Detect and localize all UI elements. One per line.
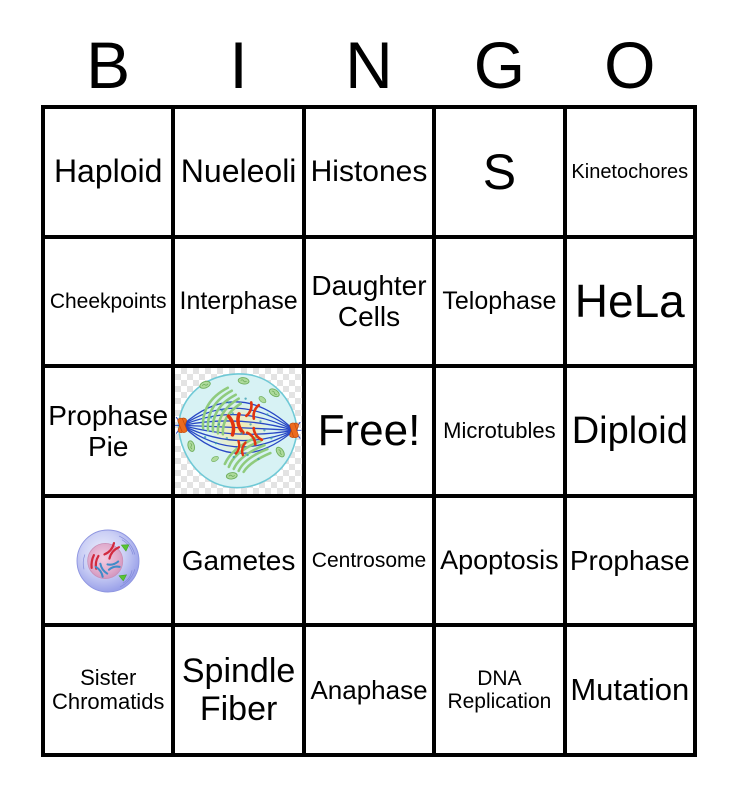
cell-label: Nueleoli bbox=[180, 152, 297, 189]
cell-label: S bbox=[482, 143, 517, 200]
mitotic-spindle-illustration bbox=[175, 368, 301, 494]
cell-prophase-pie[interactable] bbox=[43, 366, 173, 496]
cell-centrosome[interactable] bbox=[304, 496, 434, 626]
cell-label: Daughter Cells bbox=[311, 270, 427, 333]
cell-dna-replication[interactable] bbox=[434, 625, 564, 755]
cell-hela[interactable] bbox=[565, 237, 695, 367]
cell-spindle-fiber[interactable] bbox=[173, 625, 303, 755]
cell-label: Free! bbox=[317, 406, 421, 456]
cell-cheekpoints[interactable] bbox=[43, 237, 173, 367]
cell-interphase[interactable] bbox=[173, 237, 303, 367]
cell-label: HeLa bbox=[574, 274, 685, 327]
cell-label: Mutation bbox=[570, 671, 690, 707]
cell-label: Prophase bbox=[569, 544, 690, 576]
title-letter-o: O bbox=[604, 28, 656, 102]
cell-label: Microtubles bbox=[443, 417, 556, 443]
cell-s[interactable] bbox=[434, 107, 564, 237]
cell-label: Centrosome bbox=[311, 548, 427, 572]
interphase-cell-illustration bbox=[71, 524, 145, 598]
cell-kinetochores[interactable] bbox=[565, 107, 695, 237]
cell-telophase[interactable] bbox=[434, 237, 564, 367]
cell-apoptosis[interactable] bbox=[434, 496, 564, 626]
cell-label: Anaphase bbox=[310, 674, 428, 705]
cell-interphase-cell-image[interactable] bbox=[43, 496, 173, 626]
cell-sister-chromatids[interactable] bbox=[43, 625, 173, 755]
title-letter-i: I bbox=[229, 28, 248, 102]
cell-label: Spindle Fiber bbox=[181, 652, 296, 729]
bingo-board bbox=[41, 105, 697, 757]
cell-free-space[interactable] bbox=[304, 366, 434, 496]
cell-microtubles[interactable] bbox=[434, 366, 564, 496]
cell-label: Diploid bbox=[571, 409, 688, 452]
cell-diploid[interactable] bbox=[565, 366, 695, 496]
cell-label: Kinetochores bbox=[571, 160, 689, 183]
title-letter-n: N bbox=[345, 28, 393, 102]
cell-label: DNA Replication bbox=[447, 666, 552, 714]
cell-mutation[interactable] bbox=[565, 625, 695, 755]
cell-anaphase[interactable] bbox=[304, 625, 434, 755]
bingo-title bbox=[43, 30, 695, 100]
title-letter-g: G bbox=[473, 28, 526, 102]
cell-mitotic-spindle-image[interactable] bbox=[173, 366, 303, 496]
cell-label: Cheekpoints bbox=[49, 289, 167, 313]
cell-nueleoli[interactable] bbox=[173, 107, 303, 237]
cell-label: Interphase bbox=[179, 287, 298, 316]
transparency-checkerboard bbox=[175, 368, 301, 494]
cell-label: Prophase Pie bbox=[48, 399, 169, 462]
cell-gametes[interactable] bbox=[173, 496, 303, 626]
cell-label: Apoptosis bbox=[440, 545, 559, 576]
cell-histones[interactable] bbox=[304, 107, 434, 237]
cell-daughter-cells[interactable] bbox=[304, 237, 434, 367]
title-letter-b: B bbox=[86, 28, 131, 102]
cell-label: Sister Chromatids bbox=[51, 664, 165, 715]
cell-prophase[interactable] bbox=[565, 496, 695, 626]
cell-haploid[interactable] bbox=[43, 107, 173, 237]
cell-label: Haploid bbox=[53, 152, 163, 189]
cell-label: Histones bbox=[310, 155, 428, 188]
image-background bbox=[45, 498, 171, 624]
cell-label: Telophase bbox=[442, 287, 557, 316]
cell-label: Gametes bbox=[181, 544, 296, 576]
